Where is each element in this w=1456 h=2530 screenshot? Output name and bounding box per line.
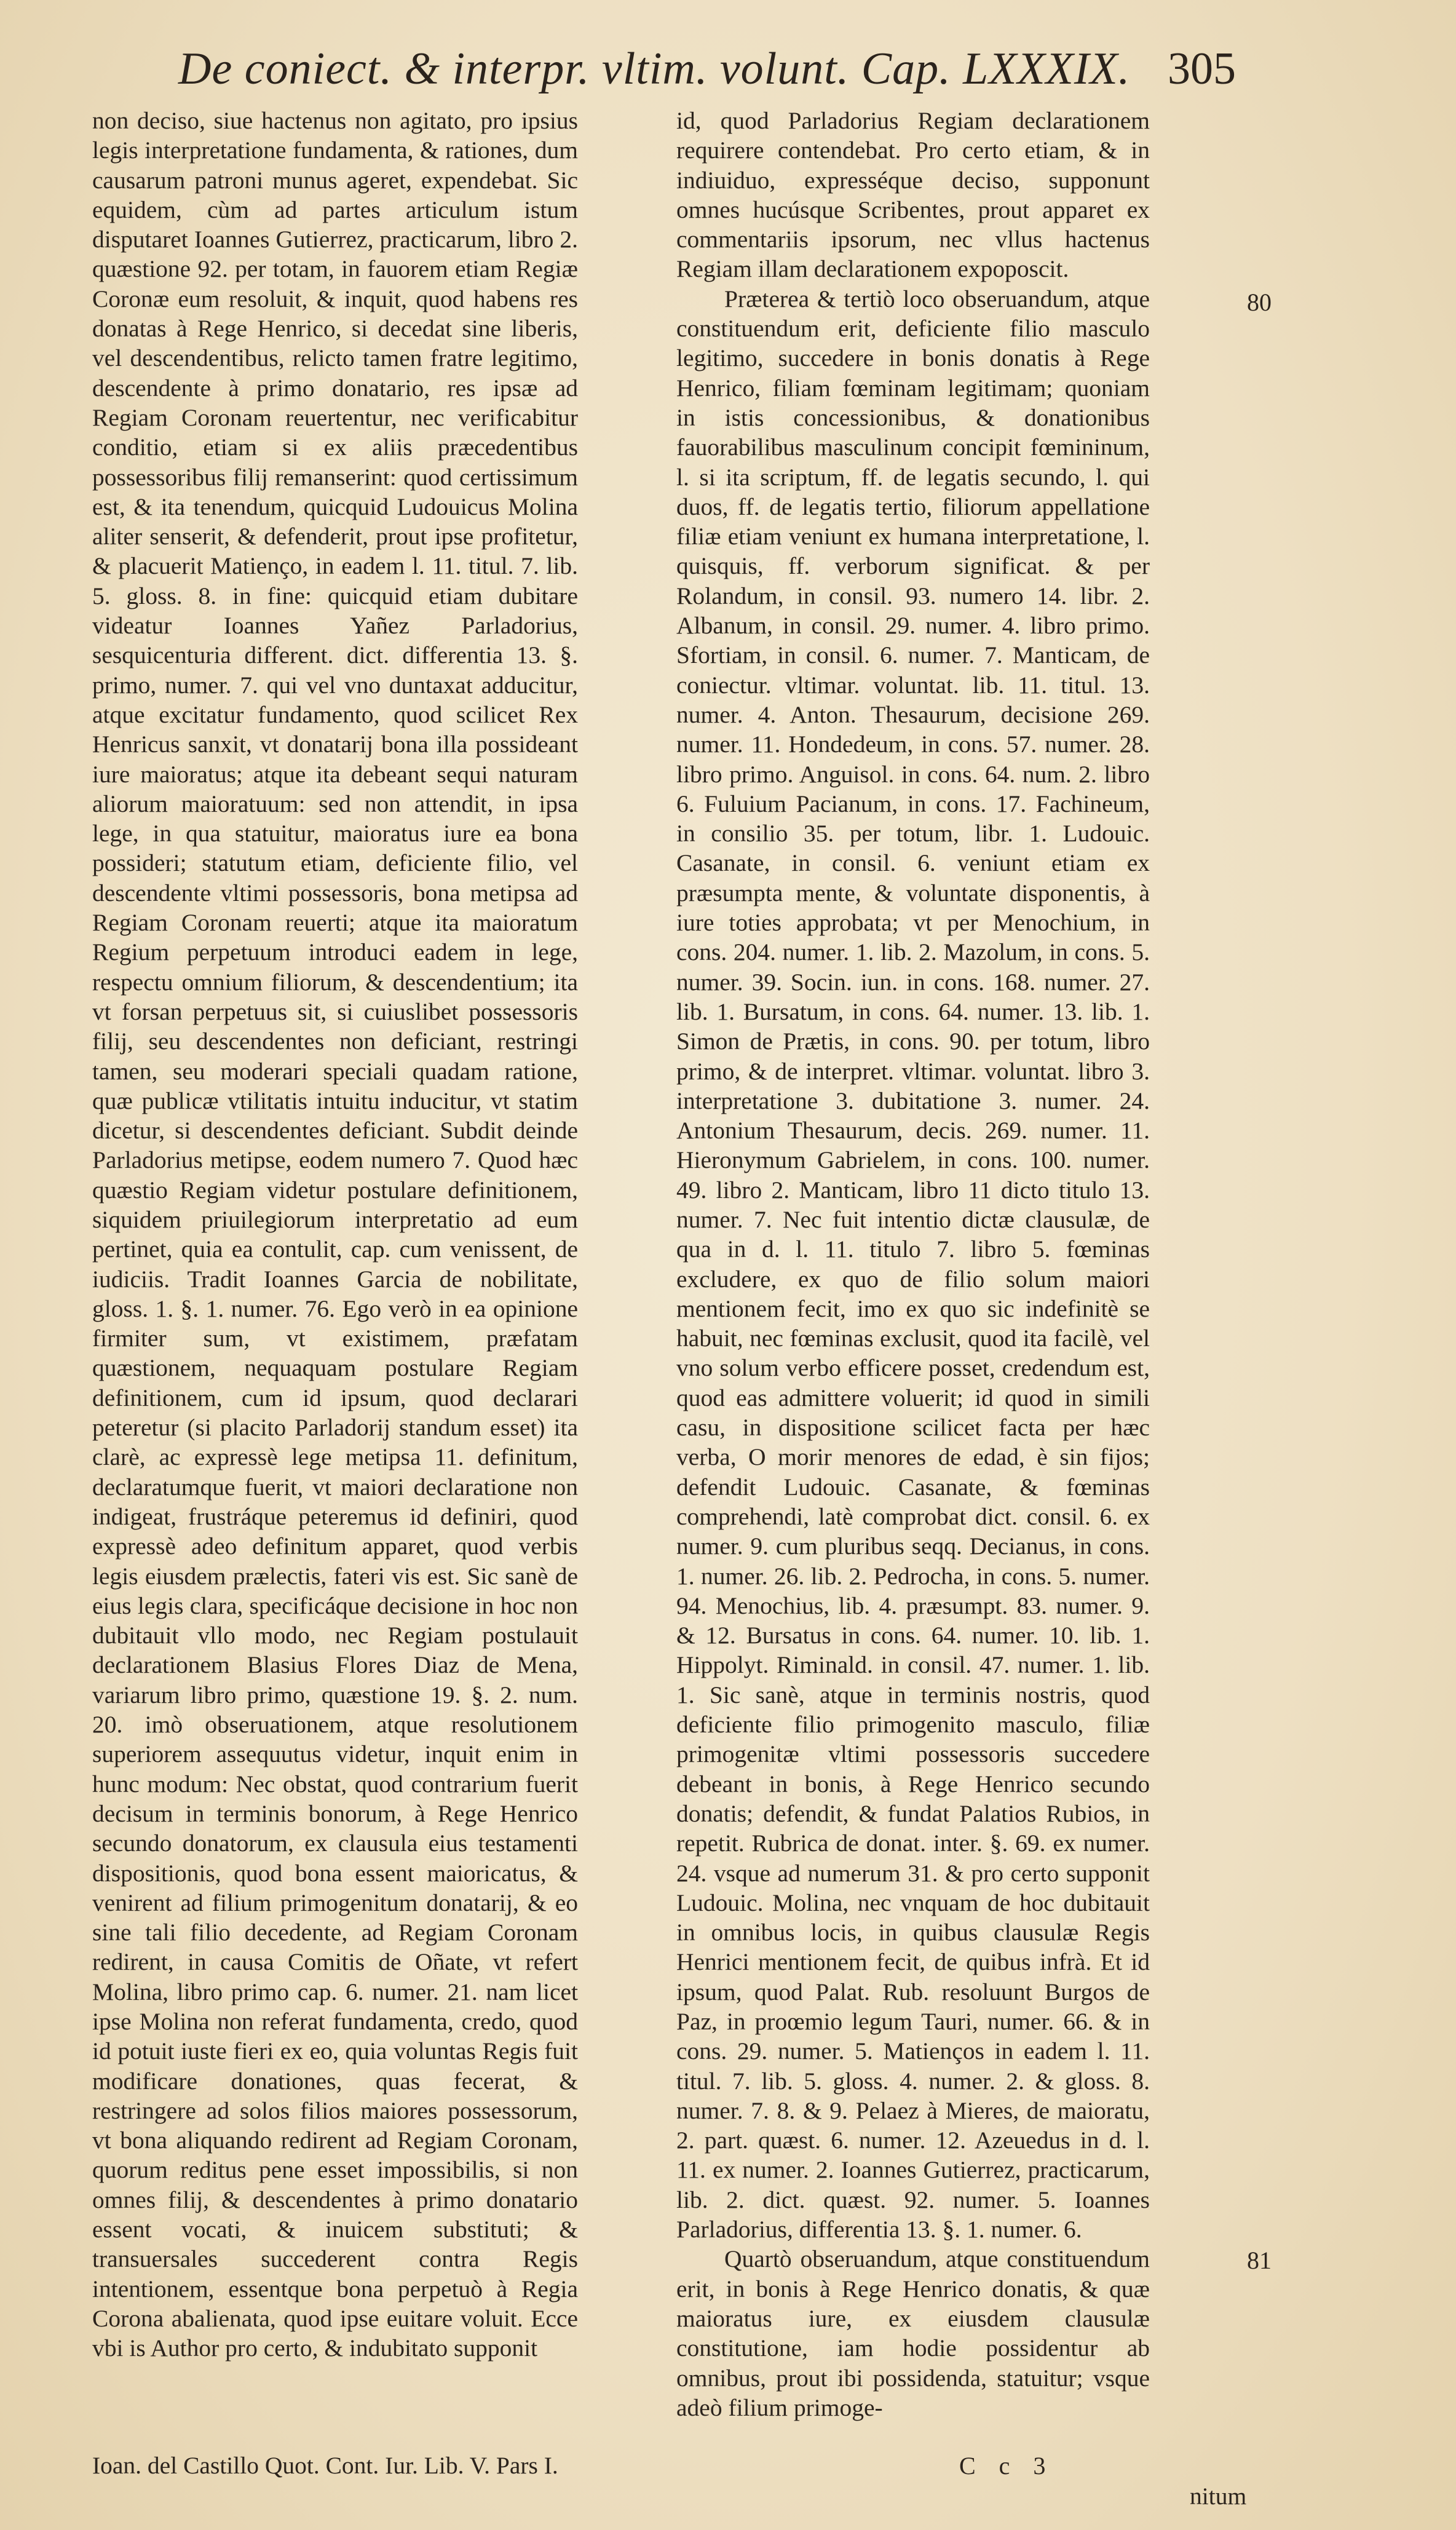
catchword: nitum — [1190, 2483, 1247, 2510]
footer-reference: Ioan. del Castillo Quot. Cont. Iur. Lib. V. Pars I. — [92, 2452, 558, 2479]
right-paragraph-2: Præterea & tertiò loco obseruandum, atque constituendum erit, deficiente filio masculo legitimo, succedere in bonis donatis à Rege Henrico, filiam fœminam legitimam; quoniam in istis concessionibus, & donationibus fauorabilibus masculinum concipit fœmininum, l. si ita scriptum, ff. de legatis secundo, l. qui duos, ff. de legatis tertio, filiorum appellatione filiæ etiam veniunt ex humana interpretatione, l. quisquis, ff. verborum significat. & per Rolandum, in consil. 93. numero 14. libr. 2. Albanum, in consil. 29. numer. 4. libro primo. Sfortiam, in consil. 6. numer. 7. Manticam, de coniectur. vltimar. voluntat. lib. 11. titul. 13. numer. 4. Anton. Thesaurum, decisione 269. numer. 11. Hondedeum, in cons. 57. numer. 28. libro primo. Anguisol. in cons. 64. num. 2. libro 6. Fuluium Pacianum, in cons. 17. Fachineum, in consilio 35. per totum, libr. 1. Ludouic. Casanate, in consil. 6. veniunt etiam ex præsumpta mente, & voluntate disponentis, à iure toties approbata; vt per Menochium, in cons. 204. numer. 1. lib. 2. Mazolum, in cons. 5. numer. 39. Socin. iun. in cons. 168. numer. 27. lib. 1. Bursatum, in cons. 64. numer. 13. lib. 1. Simon de Prætis, in cons. 90. per totum, libro primo, & de interpret. vltimar. voluntat. libro 3. interpretatione 3. dubitatione 3. numer. 24. Antonium Thesaurum, decis. 269. numer. 11. Hieronymum Gabrielem, in cons. 100. numer. 49. libro 2. Manticam, libro 11 dicto titulo 13. numer. 7. Nec fuit intentio dictæ clausulæ, de qua in d. l. 11. titulo 7. libro 5. fœminas excludere, ex quo de filio solum maiori mentionem fecit, imo ex quo sic indefinitè se habuit, nec fœminas exclusit, quod ita facilè, vel vno solum verbo efficere posset, credendum est, quod eas admittere voluerit; id quod in simili casu, in dispositione scilicet facta per hæc verba, O morir menores de edad, è sin fijos; defendit Ludouic. Casanate, & fœminas comprehendi, latè comprobat dict. consil. 6. ex numer. 9. cum pluribus seqq. Decianus, in cons. 1. numer. 26. lib. 2. Pedrocha, in cons. 5. numer. 94. Menochius, lib. 4. præsumpt. 83. numer. 9. & 12. Bursatus in cons. 64. numer. 10. lib. 1. Hippolyt. Riminald. in consil. 47. numer. 1. lib. 1. Sic sanè, atque in terminis nostris, quod deficiente filio primogenito masculo, filiæ primogenitæ vltimi possessoris succedere debeant in bonis, à Rege Henrico secundo donatis; defendit, & fundat Palatios Rubios, in repetit. Rubrica de donat. inter. §. 69. ex numer. 24. vsque ad numerum 31. & pro certo supponit Ludouic. Molina, nec vnquam de hoc dubitauit in omnibus locis, in quibus clausulæ Regis Henrici mentionem fecit, de quibus infrà. Et id ipsum, quod Palat. Rub. resoluunt Burgos de Paz, in proœmio legum Tauri, numer. 66. & in cons. 29. numer. 5. Matienços in eadem l. 11. titul. 7. lib. 5. gloss. 4. numer. 2. & gloss. 8. numer. 7. 8. & 9. Pelaez à Mieres, de maioratu, 2. part. quæst. 6. numer. 12. Azeuedus in d. l. 11. ex numer. 2. Ioannes Gutierrez, practicarum, lib. 2. dict. quæst. 92. numer. 5. Ioannes Parladorius, differentia 13. §. 1. numer. 6. — [676, 285, 1150, 2243]
left-column — [92, 106, 578, 2363]
right-paragraph-1: id, quod Parladorius Regiam declarationem requirere contendebat. Pro certo etiam, & in indiuiduo, expresséque deciso, supponunt omnes hucúsque Scribentes, prout apparet ex commentariis ipsorum, nec vllus hactenus Regiam illam declarationem expoposcit. — [676, 107, 1150, 283]
page-number: 305 — [1168, 44, 1236, 94]
right-paragraph-3: Quartò obseruandum, atque constituendum erit, in bonis à Rege Henrico donatis, & quæ maioratus iure, ex eiusdem clausulæ constitutione, iam hodie possidentur ab omnibus, prout ibi possidenda, statuitur; vsque adeò filium primoge- — [676, 2245, 1150, 2421]
right-column — [676, 106, 1150, 2422]
running-head: De coniect. & interpr. vltim. volunt. Cap. LXXXIX. — [178, 44, 1131, 94]
margin-number-81: 81 — [1247, 2246, 1272, 2274]
page-header — [178, 32, 1236, 100]
margin-number-80: 80 — [1247, 288, 1272, 316]
signature-mark: C c 3 — [959, 2452, 1054, 2480]
left-paragraph-1: non deciso, siue hactenus non agitato, pro ipsius legis interpretatione fundamenta, & rationes, dum causarum patroni munus ageret, expendebat. Sic equidem, cùm ad partes articulum istum disputaret Ioannes Gutierrez, practicarum, libro 2. quæstione 92. per totam, in fauorem etiam Regiæ Coronæ eum resoluit, & inquit, quod habens res donatas à Rege Henrico, si decedat sine liberis, vel descendentibus, relicto tamen fratre legitimo, descendente à primo donatario, res ipsæ ad Regiam Coronam reuertentur, nec verificabitur conditio, etiam si ex aliis præcedentibus possessoribus filij remanserint: quod certissimum est, & ita tenendum, quicquid Ludouicus Molina aliter senserit, & defenderit, prout ipse profitetur, & placuerit Matienço, in eadem l. 11. titul. 7. lib. 5. gloss. 8. in fine: quicquid etiam dubitare videatur Ioannes Yañez Parladorius, sesquicenturia different. dict. differentia 13. §. primo, numer. 7. qui vel vno duntaxat adducitur, atque excitatur fundamento, quod scilicet Rex Henricus sanxit, vt donatarij bona illa possideant iure maioratus; atque ita debeant sequi naturam aliorum maioratuum: sed non attendit, in ipsa lege, in qua statuitur, maioratus iure ea bona possideri; statutum etiam, deficiente filio, vel descendente vltimi possessoris, bona metipsa ad Regiam Coronam reuerti; atque ita maioratum Regium perpetuum introduci eadem in lege, respectu omnium filiorum, & descendentium; ita vt forsan perpetuus sit, si cuiuslibet possessoris filij, seu descendentes non deficiant, restringi tamen, seu moderari speciali quadam ratione, quæ publicæ vtilitatis intuitu inducitur, vt statim dicetur, si descendentes deficiant. Subdit deinde Parladorius metipse, eodem numero 7. Quod hæc quæstio Regiam videtur postulare definitionem, siquidem priuilegiorum interpretatio ad eum pertinet, quia ea contulit, cap. cum venissent, de iudiciis. Tradit Ioannes Garcia de nobilitate, gloss. 1. §. 1. numer. 76. Ego verò in ea opinione firmiter sum, vt existimem, præfatam quæstionem, nequaquam postulare Regiam definitionem, cum id ipsum, quod declarari peteretur (si placito Parladorij standum esset) ita clarè, ac expressè lege metipsa 11. definitum, declaratumque fuerit, vt maiori declaratione non indigeat, frustráque peteremus id definiri, quod expressè adeo definitum apparet, quod verbis legis eiusdem prælectis, fateri vis est. Sic sanè de eius legis clara, specificáque decisione in hoc non dubitauit vllo modo, nec Regiam postulauit declarationem Blasius Flores Diaz de Mena, variarum libro primo, quæstione 19. §. 2. num. 20. imò obseruationem, atque resolutionem superiorem assequutus videtur, inquit enim in hunc modum: Nec obstat, quod contrarium fuerit decisum in terminis bonorum, à Rege Henrico secundo donatorum, ex clausula eius testamenti dispositionis, quod bona essent maioricatus, & venirent ad filium primogenitum donatarij, & eo sine tali filio decedente, ad Regiam Coronam redirent, in causa Comitis de Oñate, vt refert Molina, libro primo cap. 6. numer. 21. nam licet ipse Molina non referat fundamenta, credo, quod id potuit iuste fieri ex eo, quia voluntas Regis fuit modificare donationes, quas fecerat, & restringere ad solos filios maiores possessorum, vt bona aliquando redirent ad Regiam Coronam, quorum reditus pene esset impossibilis, si non omnes filij, & descendentes à primo donatario essent vocati, & inuicem substituti; & transuersales succederent contra Regis intentionem, essentque bona perpetuò à Regia Corona abalienata, quod ipse euitare voluit. Ecce vbi is Author pro certo, & indubitato supponit — [92, 107, 578, 2362]
